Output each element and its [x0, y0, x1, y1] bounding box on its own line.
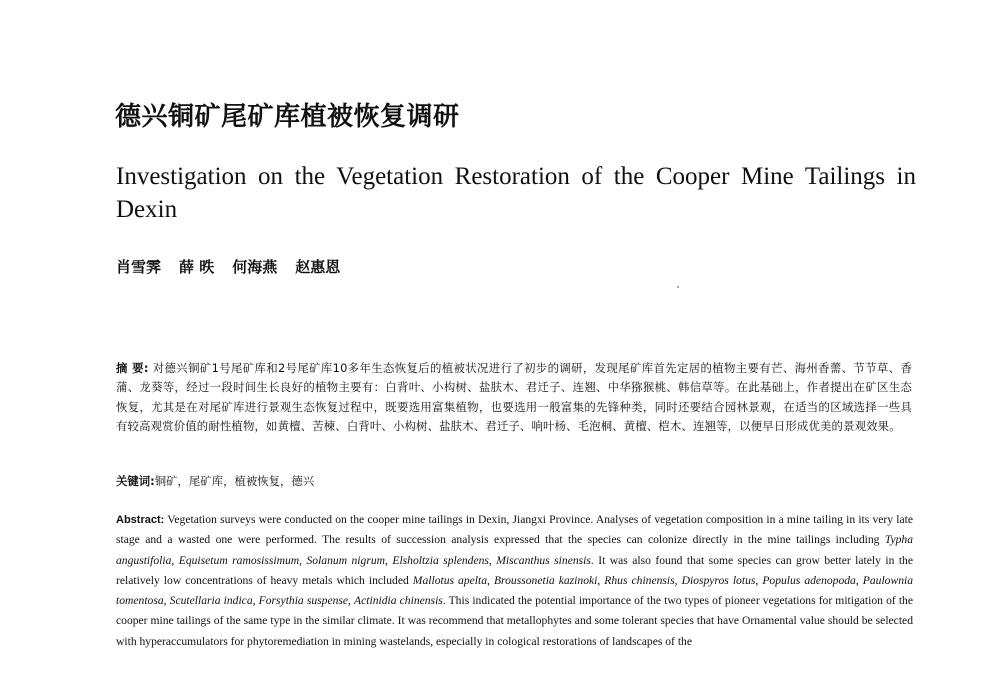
species-name: Typha angustifolia — [116, 533, 913, 567]
keywords-text-cn: 铜矿，尾矿库，植被恢复，德兴 — [154, 474, 315, 488]
chinese-abstract — [116, 359, 912, 436]
keywords-label-cn: 关键词: — [116, 474, 155, 488]
species-name: Rhus chinensis — [604, 573, 675, 587]
abstract-text-en: Vegetation surveys were conducted on the cooper mine tailings in Dexin, Jiangxi Province. Analyses of vegetation composition in a mine tailing in its very late stage and a wasted one were performed. The results of succession analysis expressed that the species can colonize directly in the mine tailings including — [116, 513, 913, 547]
species-name: Miscanthus sinensis — [496, 553, 591, 567]
species-name: Scutellaria indica — [169, 594, 253, 608]
species-name: Forsythia suspense — [258, 594, 349, 608]
species-name: Populus adenopoda — [762, 573, 856, 587]
species-name: Equisetum ramosissimum — [178, 553, 300, 567]
species-name: Paulownia tomentosa — [116, 573, 914, 608]
abstract-text-en: . This indicated the potential importance of the two types of pioneer vegetations for mitigation of the cooper mine tailings of the same type in the similar climate. It was recommend that metallophytes and some tolerant species that have Ornamental value should be selected with hyperaccumulators for phytoremediation in mining wastelands, especially in cological restorations of landscapes of the — [116, 594, 913, 648]
author-list — [116, 256, 358, 277]
species-name: Elsholtzia splendens — [392, 553, 489, 567]
species-name: Broussonetia kazinoki — [493, 573, 598, 587]
species-name: Diospyros lotus — [681, 573, 756, 587]
author-name: 赵惠恩 — [295, 258, 341, 276]
species-name: Mallotus apelta — [412, 573, 488, 587]
chinese-keywords — [116, 472, 912, 491]
species-name: Actinidia chinensis — [354, 594, 443, 608]
english-title: Investigation on the Vegetation Restoration of the Cooper Mine Tailings in Dexin — [116, 163, 916, 223]
abstract-text-cn: 对德兴铜矿1号尾矿库和2号尾矿库10多年生态恢复后的植被状况进行了初步的调研，发现尾矿库首先定居的植物主要有芒、海州香薷、节节草、香蒲、龙葵等，经过一段时间生长良好的植物主要有：白背叶、小构树、盐肤木、君迁子、连翘、中华猕猴桃、韩信草等。在此基础上，作者提出在矿区生态恢复，尤其是在对尾矿库进行景观生态恢复过程中，既要选用富集植物，也要选用一般富集的先锋种类，同时还要结合园林景观，在适当的区域选择一些具有较高观赏价值的耐性植物，如黄檀、苦楝、白背叶、小构树、盐肤木、君迁子、响叶杨、毛泡桐、黄檀、桤木、连翘等，以便早日形成优美的景观效果。 — [116, 361, 912, 433]
chinese-title: 德兴铜矿尾矿库植被恢复调研 — [115, 102, 460, 132]
species-name: Solanum nigrum — [306, 553, 386, 567]
abstract-text-en: . It was also found that some species can grow better lately in the relatively low concentrations of heavy metals which included — [116, 553, 913, 587]
author-name: 何海燕 — [232, 258, 278, 276]
author-name: 肖雪霁 — [116, 258, 162, 276]
abstract-label-en: Abstract: — [116, 514, 165, 526]
scan-speck — [677, 286, 679, 288]
author-name: 薛 昳 — [179, 258, 215, 276]
abstract-label-cn: 摘 要: — [116, 361, 149, 375]
english-abstract: Abstract: Vegetation surveys were conducted on the cooper mine tailings in Dexin, Jiangxi Province. Analyses of vegetation composition in a mine tailing in its very late stage and a wasted one were performed. The results of succession analysis expressed that the species can colonize directly in the mine tailings including Typha angustifolia, Equisetum ramosissimum, Solanum nigrum, Elsholtzia splendens, Miscanthus sinensis. It was also found that some species can grow better lately in the relatively low concentrations of heavy metals which included Mallotus apelta, Broussonetia kazinoki, Rhus chinensis, Diospyros lotus, Populus adenopoda, Paulownia tomentosa, Scutellaria indica, Forsythia suspense, Actinidia chinensis. This indicated the potential importance of the two types of pioneer vegetations for mitigation of the cooper mine tailings of the same type in the similar climate. It was recommend that metallophytes and some tolerant species that have Ornamental value should be selected with hyperaccumulators for phytoremediation in mining wastelands, especially in cological restorations of landscapes of the — [116, 513, 914, 648]
